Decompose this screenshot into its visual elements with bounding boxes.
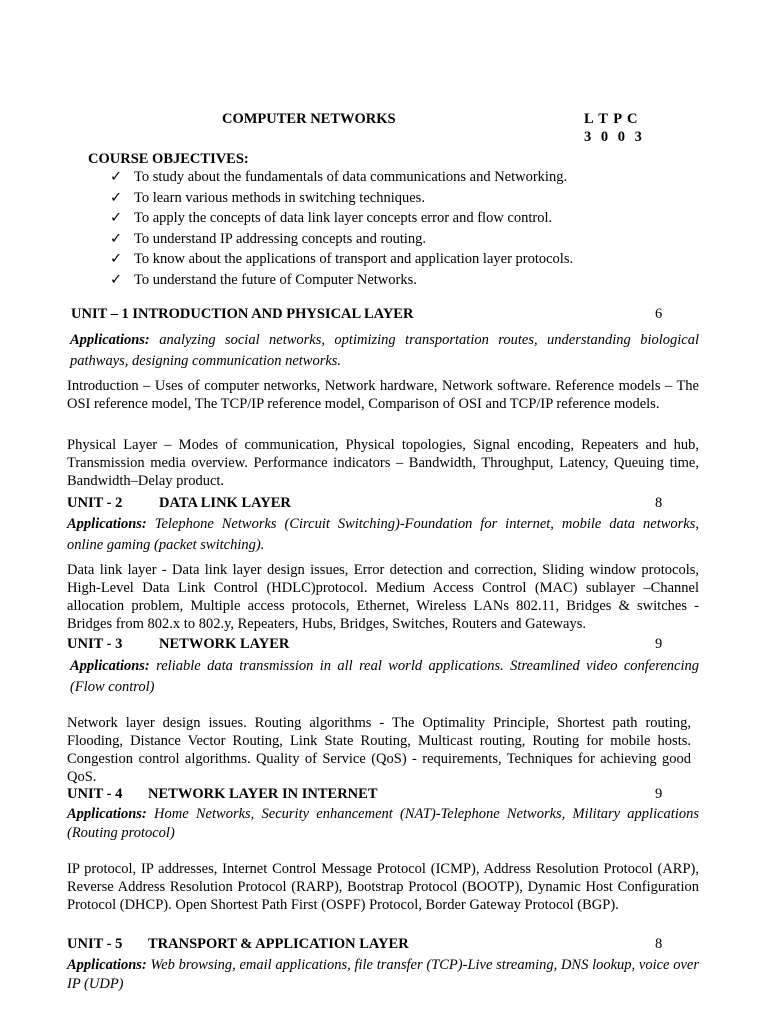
unit-3-applications: Applications: reliable data transmission in all real world applications. Streamlined video conferencing (Flow control) [70,658,699,695]
unit-hours: 8 [655,495,663,511]
check-icon: ✓ [110,189,123,206]
unit-hours: 8 [655,936,663,952]
unit-3-heading: UNIT - 3 NETWORK LAYER 9 [67,636,663,652]
objective-item: ✓ To know about the applications of transport and application layer protocols. [110,249,710,270]
check-icon: ✓ [110,251,123,268]
course-title: COMPUTER NETWORKS [222,111,396,127]
unit-2-applications: Applications: Telephone Networks (Circuit Switching)-Foundation for internet, mobile data networks, online gaming (packet switching). [67,516,699,553]
objectives-list [110,167,710,291]
check-icon: ✓ [110,169,123,185]
ltpc-labels: L T P C [584,111,639,127]
unit-1-applications: Applications: analyzing social networks, optimizing transportation routes, understanding biological pathways, designing communication networks. [70,332,699,369]
objective-item: ✓ To apply the concepts of data link layer concepts error and flow control. [110,208,710,229]
objective-item: ✓ To study about the fundamentals of data communications and Networking. [110,167,710,188]
check-icon: ✓ [110,230,123,247]
check-icon: ✓ [110,210,123,227]
unit-2-heading: UNIT - 2 DATA LINK LAYER 8 [67,495,663,511]
unit-1-paragraph: Introduction – Uses of computer networks, Network hardware, Network software. Reference models – The OSI reference model, The TCP/IP reference model, Comparison of OSI and TCP/IP reference models. [67,378,699,412]
unit-4-paragraph: IP protocol, IP addresses, Internet Control Message Protocol (ICMP), Address Resolution Protocol (ARP), Reverse Address Resolution Protocol (RARP), Bootstrap Protocol (BOOTP), Dynamic Host Configuration Protocol (DHCP). Open Shortest Path First (OSPF) Protocol, Border Gateway Protocol (BGP). [67,861,699,913]
unit-1-heading: UNIT – 1 INTRODUCTION AND PHYSICAL LAYER 6 [71,306,663,322]
unit-5-heading: UNIT - 5 TRANSPORT & APPLICATION LAYER 8 [67,936,663,952]
unit-1-paragraph: Physical Layer – Modes of communication, Physical topologies, Signal encoding, Repeaters and hub, Transmission media overview. Performance indicators – Bandwidth, Throughput, Latency, Queuing time, Bandwidth–Delay product. [67,437,699,489]
objective-item: ✓ To learn various methods in switching techniques. [110,188,710,209]
unit-5-applications: Applications: Web browsing, email applications, file transfer (TCP)-Live streaming, DNS lookup, voice over IP (UDP) [67,957,699,992]
unit-4-heading: UNIT - 4 NETWORK LAYER IN INTERNET 9 [67,786,663,802]
unit-hours: 6 [655,306,663,322]
objectives-heading: COURSE OBJECTIVES: [88,151,249,167]
objective-item: ✓ To understand the future of Computer Networks. [110,270,710,291]
unit-hours: 9 [655,636,663,652]
unit-2-paragraph: Data link layer - Data link layer design issues, Error detection and correction, Sliding window protocols, High-Level Data Link Control (HDLC)protocol. Medium Access Control (MAC) sublayer –Channel allocation problem, Multiple access protocols, Ethernet, Wireless LANs 802.11, Bridges & switches - Bridges from 802.x to 802.y, Repeaters, Hubs, Bridges, Switches, Routers and Gateways. [67,562,699,632]
unit-4-applications: Applications: Home Networks, Security enhancement (NAT)-Telephone Networks, Military applications (Routing protocol) [67,806,699,841]
check-icon: ✓ [110,271,123,288]
unit-hours: 9 [655,786,663,802]
objective-item: ✓ To understand IP addressing concepts and routing. [110,229,710,250]
unit-3-paragraph: Network layer design issues. Routing algorithms - The Optimality Principle, Shortest path routing, Flooding, Distance Vector Routing, Link State Routing, Multicast routing, Routing for mobile hosts. Congestion control algorithms. Quality of Service (QoS) - requirements, Techniques for achieving good QoS. [67,715,691,785]
ltpc-values: 3 0 0 3 [584,129,645,145]
